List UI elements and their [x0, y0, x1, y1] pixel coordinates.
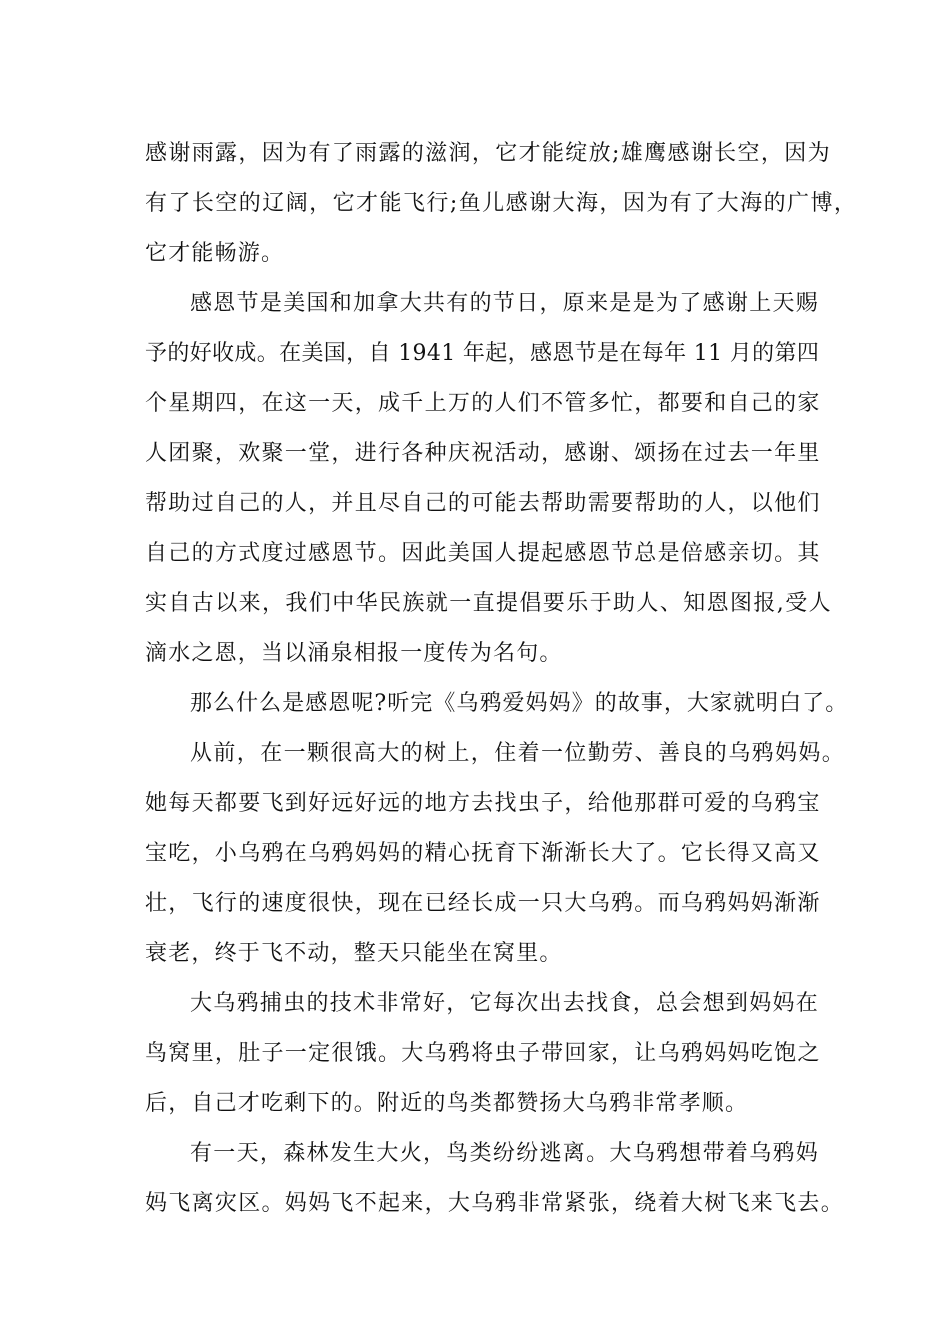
text-line-22: 妈飞离灾区。妈妈飞不起来，大乌鸦非常紧张，绕着大树飞来飞去。: [145, 1191, 845, 1216]
text-line-7: 人团聚，欢聚一堂，进行各种庆祝活动，感谢、颂扬在过去一年里: [145, 441, 821, 466]
text-line-4: 感恩节是美国和加拿大共有的节日，原来是是为了感谢上天赐: [190, 291, 820, 316]
text-line-12: 那么什么是感恩呢?听完《乌鸦爱妈妈》的故事，大家就明白了。: [190, 691, 849, 716]
text-line-5: 予的好收成。在美国，自 1941 年起，感恩节是在每年 11 月的第四: [145, 341, 820, 366]
text-line-14: 她每天都要飞到好远好远的地方去找虫子，给他那群可爱的乌鸦宝: [145, 791, 821, 816]
text-line-2: 有了长空的辽阔，它才能飞行;鱼儿感谢大海，因为有了大海的广博，: [145, 191, 858, 216]
text-line-19: 鸟窝里，肚子一定很饿。大乌鸦将虫子带回家，让乌鸦妈妈吃饱之: [145, 1041, 821, 1066]
text-line-1: 感谢雨露，因为有了雨露的滋润，它才能绽放;雄鹰感谢长空，因为: [145, 141, 831, 166]
text-line-16: 壮，飞行的速度很快，现在已经长成一只大乌鸦。而乌鸦妈妈渐渐: [145, 891, 821, 916]
text-line-13: 从前，在一颗很高大的树上，住着一位勤劳、善良的乌鸦妈妈。: [190, 741, 846, 766]
text-line-3: 它才能畅游。: [145, 241, 285, 266]
text-line-15: 宝吃，小乌鸦在乌鸦妈妈的精心抚育下渐渐长大了。它长得又高又: [145, 841, 821, 866]
text-line-11: 滴水之恩，当以涌泉相报一度传为名句。: [145, 641, 563, 666]
text-line-20: 后，自己才吃剩下的。附近的鸟类都赞扬大乌鸦非常孝顺。: [145, 1091, 749, 1116]
text-line-8: 帮助过自己的人，并且尽自己的可能去帮助需要帮助的人，以他们: [145, 491, 821, 516]
text-line-21: 有一天，森林发生大火，鸟类纷纷逃离。大乌鸦想带着乌鸦妈: [190, 1141, 820, 1166]
text-line-9: 自己的方式度过感恩节。因此美国人提起感恩节总是倍感亲切。其: [145, 541, 821, 566]
text-line-18: 大乌鸦捕虫的技术非常好，它每次出去找食，总会想到妈妈在: [190, 991, 820, 1016]
text-line-6: 个星期四，在这一天，成千上万的人们不管多忙，都要和自己的家: [145, 391, 821, 416]
text-line-10: 实自古以来，我们中华民族就一直提倡要乐于助人、知恩图报,受人: [145, 591, 832, 616]
text-line-17: 衰老，终于飞不动，整天只能坐在窝里。: [145, 941, 563, 966]
